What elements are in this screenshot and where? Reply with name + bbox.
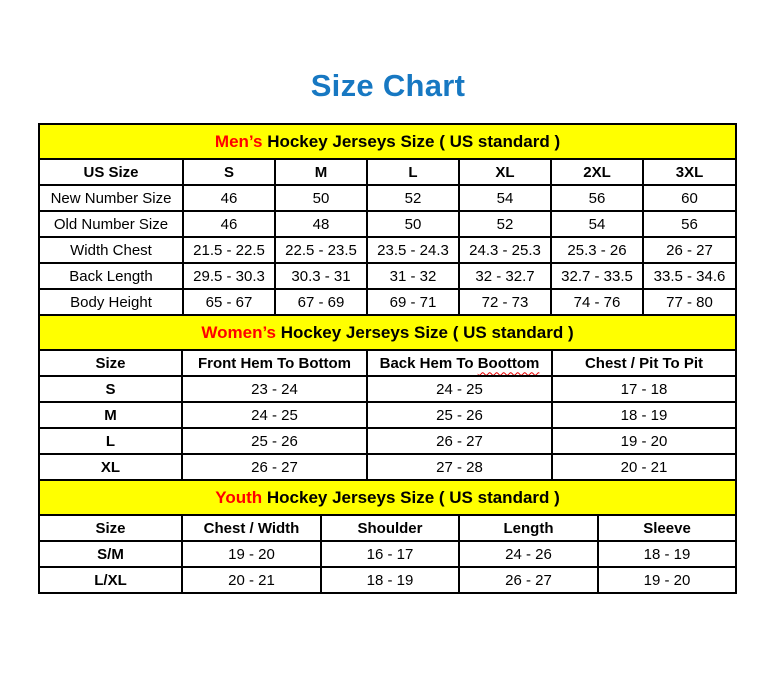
table-cell: 20 - 21 [552, 454, 736, 480]
table-row [39, 211, 736, 237]
table-cell: 50 [367, 211, 459, 237]
table-row [39, 289, 736, 315]
row-label: S/M [39, 541, 182, 567]
column-header: Size [39, 350, 182, 376]
column-header: Front Hem To Bottom [182, 350, 367, 376]
table-row [39, 428, 736, 454]
row-label: New Number Size [39, 185, 183, 211]
table-cell: 30.3 - 31 [275, 263, 367, 289]
table-cell: 54 [459, 185, 551, 211]
table-cell: 17 - 18 [552, 376, 736, 402]
table-cell: 19 - 20 [182, 541, 321, 567]
table-cell: 32 - 32.7 [459, 263, 551, 289]
table-cell: 24 - 25 [367, 376, 552, 402]
table-cell: 32.7 - 33.5 [551, 263, 643, 289]
table-row [39, 237, 736, 263]
column-header-text: Back Hem To [379, 354, 478, 372]
table-cell: 46 [183, 211, 275, 237]
table-cell: 24 - 25 [182, 402, 367, 428]
table-cell: 52 [367, 185, 459, 211]
table-cell: 21.5 - 22.5 [183, 237, 275, 263]
womens-section-header [39, 315, 736, 350]
table-cell: 26 - 27 [182, 454, 367, 480]
youth-header-row [39, 515, 736, 541]
table-cell: 18 - 19 [321, 567, 459, 593]
table-cell: 26 - 27 [459, 567, 598, 593]
row-label: L [39, 428, 182, 454]
column-header: Sleeve [598, 515, 736, 541]
row-label: XL [39, 454, 182, 480]
womens-title-rest: Hockey Jerseys Size ( US standard ) [276, 322, 574, 342]
table-cell: 18 - 19 [552, 402, 736, 428]
table-cell: 16 - 17 [321, 541, 459, 567]
womens-title-red: Women’s [201, 322, 276, 342]
row-label: Back Length [39, 263, 183, 289]
youth-section-header [39, 480, 736, 515]
column-header: L [367, 159, 459, 185]
mens-size-table [38, 123, 737, 316]
misspelled-word: Boottom [477, 354, 540, 372]
table-cell: 74 - 76 [551, 289, 643, 315]
womens-section-title [39, 315, 736, 350]
table-cell: 25.3 - 26 [551, 237, 643, 263]
table-cell: 56 [551, 185, 643, 211]
column-header: Chest / Pit To Pit [552, 350, 736, 376]
row-label: L/XL [39, 567, 182, 593]
column-header: 2XL [551, 159, 643, 185]
table-cell: 26 - 27 [367, 428, 552, 454]
womens-header-row [39, 350, 736, 376]
table-cell: 31 - 32 [367, 263, 459, 289]
column-header: 3XL [643, 159, 736, 185]
table-cell: 56 [643, 211, 736, 237]
mens-title-red: Men’s [214, 131, 263, 151]
youth-size-table [38, 479, 737, 594]
table-cell: 67 - 69 [275, 289, 367, 315]
mens-title-rest: Hockey Jerseys Size ( US standard ) [262, 131, 561, 151]
youth-title-red: Youth [215, 487, 263, 507]
table-cell: 23.5 - 24.3 [367, 237, 459, 263]
table-cell: 52 [459, 211, 551, 237]
page-title: Size Chart [310, 68, 466, 103]
column-header: US Size [39, 159, 183, 185]
row-label: Width Chest [39, 237, 183, 263]
table-cell: 26 - 27 [643, 237, 736, 263]
youth-title-rest: Hockey Jerseys Size ( US standard ) [262, 487, 560, 507]
column-header: Chest / Width [182, 515, 321, 541]
table-cell: 22.5 - 23.5 [275, 237, 367, 263]
size-chart-tables [38, 123, 735, 594]
table-cell: 27 - 28 [367, 454, 552, 480]
table-row [39, 263, 736, 289]
youth-section-title [39, 480, 736, 515]
table-cell: 25 - 26 [367, 402, 552, 428]
row-label: Body Height [39, 289, 183, 315]
table-row [39, 567, 736, 593]
mens-section-header [39, 124, 736, 159]
table-cell: 69 - 71 [367, 289, 459, 315]
table-row [39, 402, 736, 428]
column-header: Size [39, 515, 182, 541]
table-cell: 25 - 26 [182, 428, 367, 454]
table-row [39, 454, 736, 480]
table-cell: 19 - 20 [552, 428, 736, 454]
table-row [39, 541, 736, 567]
womens-size-table [38, 314, 737, 481]
column-header: Length [459, 515, 598, 541]
column-header: S [183, 159, 275, 185]
table-cell: 18 - 19 [598, 541, 736, 567]
table-cell: 60 [643, 185, 736, 211]
row-label: S [39, 376, 182, 402]
table-cell: 24.3 - 25.3 [459, 237, 551, 263]
table-cell: 65 - 67 [183, 289, 275, 315]
mens-section-title [39, 124, 736, 159]
table-cell: 77 - 80 [643, 289, 736, 315]
column-header: XL [459, 159, 551, 185]
table-cell: 46 [183, 185, 275, 211]
table-row [39, 185, 736, 211]
table-cell: 33.5 - 34.6 [643, 263, 736, 289]
table-cell: 20 - 21 [182, 567, 321, 593]
mens-header-row [39, 159, 736, 185]
column-header: M [275, 159, 367, 185]
table-cell: 48 [275, 211, 367, 237]
table-cell: 19 - 20 [598, 567, 736, 593]
row-label: M [39, 402, 182, 428]
table-cell: 50 [275, 185, 367, 211]
table-cell: 72 - 73 [459, 289, 551, 315]
column-header: Shoulder [321, 515, 459, 541]
table-cell: 29.5 - 30.3 [183, 263, 275, 289]
table-cell: 54 [551, 211, 643, 237]
table-row [39, 376, 736, 402]
table-cell: 24 - 26 [459, 541, 598, 567]
row-label: Old Number Size [39, 211, 183, 237]
column-header [367, 350, 552, 376]
table-cell: 23 - 24 [182, 376, 367, 402]
